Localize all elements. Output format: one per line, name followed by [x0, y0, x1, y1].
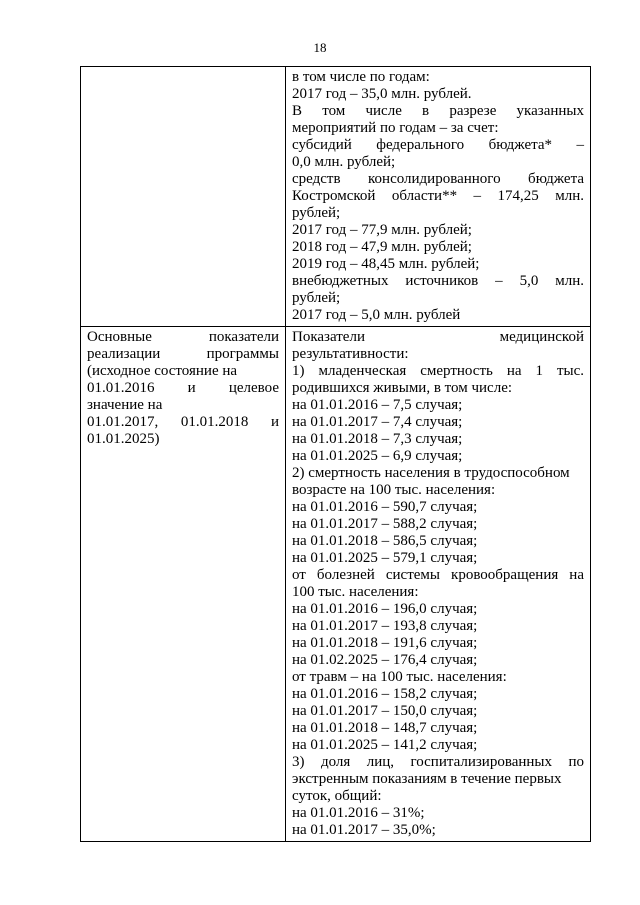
text-line: на 01.01.2017 – 193,8 случая;: [292, 618, 478, 634]
text-line: 2) смертность населения в трудоспособном: [292, 465, 570, 481]
text-line: на 01.01.2018 – 586,5 случая;: [292, 533, 478, 549]
text-line: на 01.01.2017 – 7,4 случая;: [292, 414, 463, 430]
text-line: реализации программы: [87, 346, 279, 362]
text-line: мероприятий по годам – за счет:: [292, 120, 499, 136]
text-line: 3) доля лиц, госпитализированных по: [292, 754, 584, 770]
text-line: на 01.01.2025 – 579,1 случая;: [292, 550, 478, 566]
program-passport-table: [80, 66, 591, 842]
text-line: на 01.01.2017 – 150,0 случая;: [292, 703, 478, 719]
text-line: 100 тыс. населения:: [292, 584, 419, 600]
text-line: на 01.01.2018 – 191,6 случая;: [292, 635, 478, 651]
table-row: [81, 327, 591, 842]
table-row: [81, 67, 591, 327]
page-number: 18: [313, 40, 327, 55]
text-line: 2017 год – 5,0 млн. рублей: [292, 307, 461, 323]
text-line: возрасте на 100 тыс. населения:: [292, 482, 496, 498]
text-line: на 01.01.2016 – 31%;: [292, 805, 425, 821]
text-line: на 01.01.2016 – 590,7 случая;: [292, 499, 478, 515]
text-line: на 01.01.2017 – 35,0%;: [292, 822, 436, 838]
text-line: 2017 год – 77,9 млн. рублей;: [292, 222, 472, 238]
text-line: Основные показатели: [87, 329, 279, 345]
table-cell-empty: [81, 67, 286, 327]
text-line: значение на: [87, 397, 163, 413]
text-line: экстренным показаниям в течение первых: [292, 771, 562, 787]
text-line: на 01.01.2018 – 148,7 случая;: [292, 720, 478, 736]
text-line: на 01.01.2016 – 158,2 случая;: [292, 686, 478, 702]
indicators-label-cell: [81, 327, 286, 842]
text-line: (исходное состояние на: [87, 363, 238, 379]
text-line: Костромской области** – 174,25 млн.: [292, 188, 584, 204]
text-line: Показатели медицинской: [292, 329, 584, 345]
text-line: 2018 год – 47,9 млн. рублей;: [292, 239, 472, 255]
text-line: 2019 год – 48,45 млн. рублей;: [292, 256, 480, 272]
text-line: рублей;: [292, 290, 341, 306]
text-line: от болезней системы кровообращения на: [292, 567, 584, 583]
text-line: от травм – на 100 тыс. населения:: [292, 669, 507, 685]
text-line: 2017 год – 35,0 млн. рублей.: [292, 86, 472, 102]
text-line: родившихся живыми, в том числе:: [292, 380, 513, 396]
text-line: результативности:: [292, 346, 409, 362]
text-line: 01.01.2017, 01.01.2018 и: [87, 414, 279, 430]
text-line: суток, общий:: [292, 788, 382, 804]
text-line: 0,0 млн. рублей;: [292, 154, 396, 170]
text-line: на 01.01.2025 – 6,9 случая;: [292, 448, 463, 464]
indicators-values-cell: [286, 327, 591, 842]
text-line: субсидий федерального бюджета* –: [292, 137, 584, 153]
text-line: на 01.01.2025 – 141,2 случая;: [292, 737, 478, 753]
text-line: на 01.01.2016 – 196,0 случая;: [292, 601, 478, 617]
text-line: В том числе в разрезе указанных: [292, 103, 584, 119]
text-line: на 01.01.2016 – 7,5 случая;: [292, 397, 463, 413]
text-line: на 01.01.2018 – 7,3 случая;: [292, 431, 463, 447]
text-line: средств консолидированного бюджета: [292, 171, 584, 187]
text-line: 1) младенческая смертность на 1 тыс.: [292, 363, 584, 379]
text-line: внебюджетных источников – 5,0 млн.: [292, 273, 584, 289]
text-line: 01.01.2016 и целевое: [87, 380, 279, 396]
text-line: рублей;: [292, 205, 341, 221]
funding-cell: [286, 67, 591, 327]
text-line: в том числе по годам:: [292, 69, 430, 85]
text-line: на 01.01.2017 – 588,2 случая;: [292, 516, 478, 532]
text-line: на 01.02.2025 – 176,4 случая;: [292, 652, 478, 668]
text-line: 01.01.2025): [87, 431, 160, 447]
